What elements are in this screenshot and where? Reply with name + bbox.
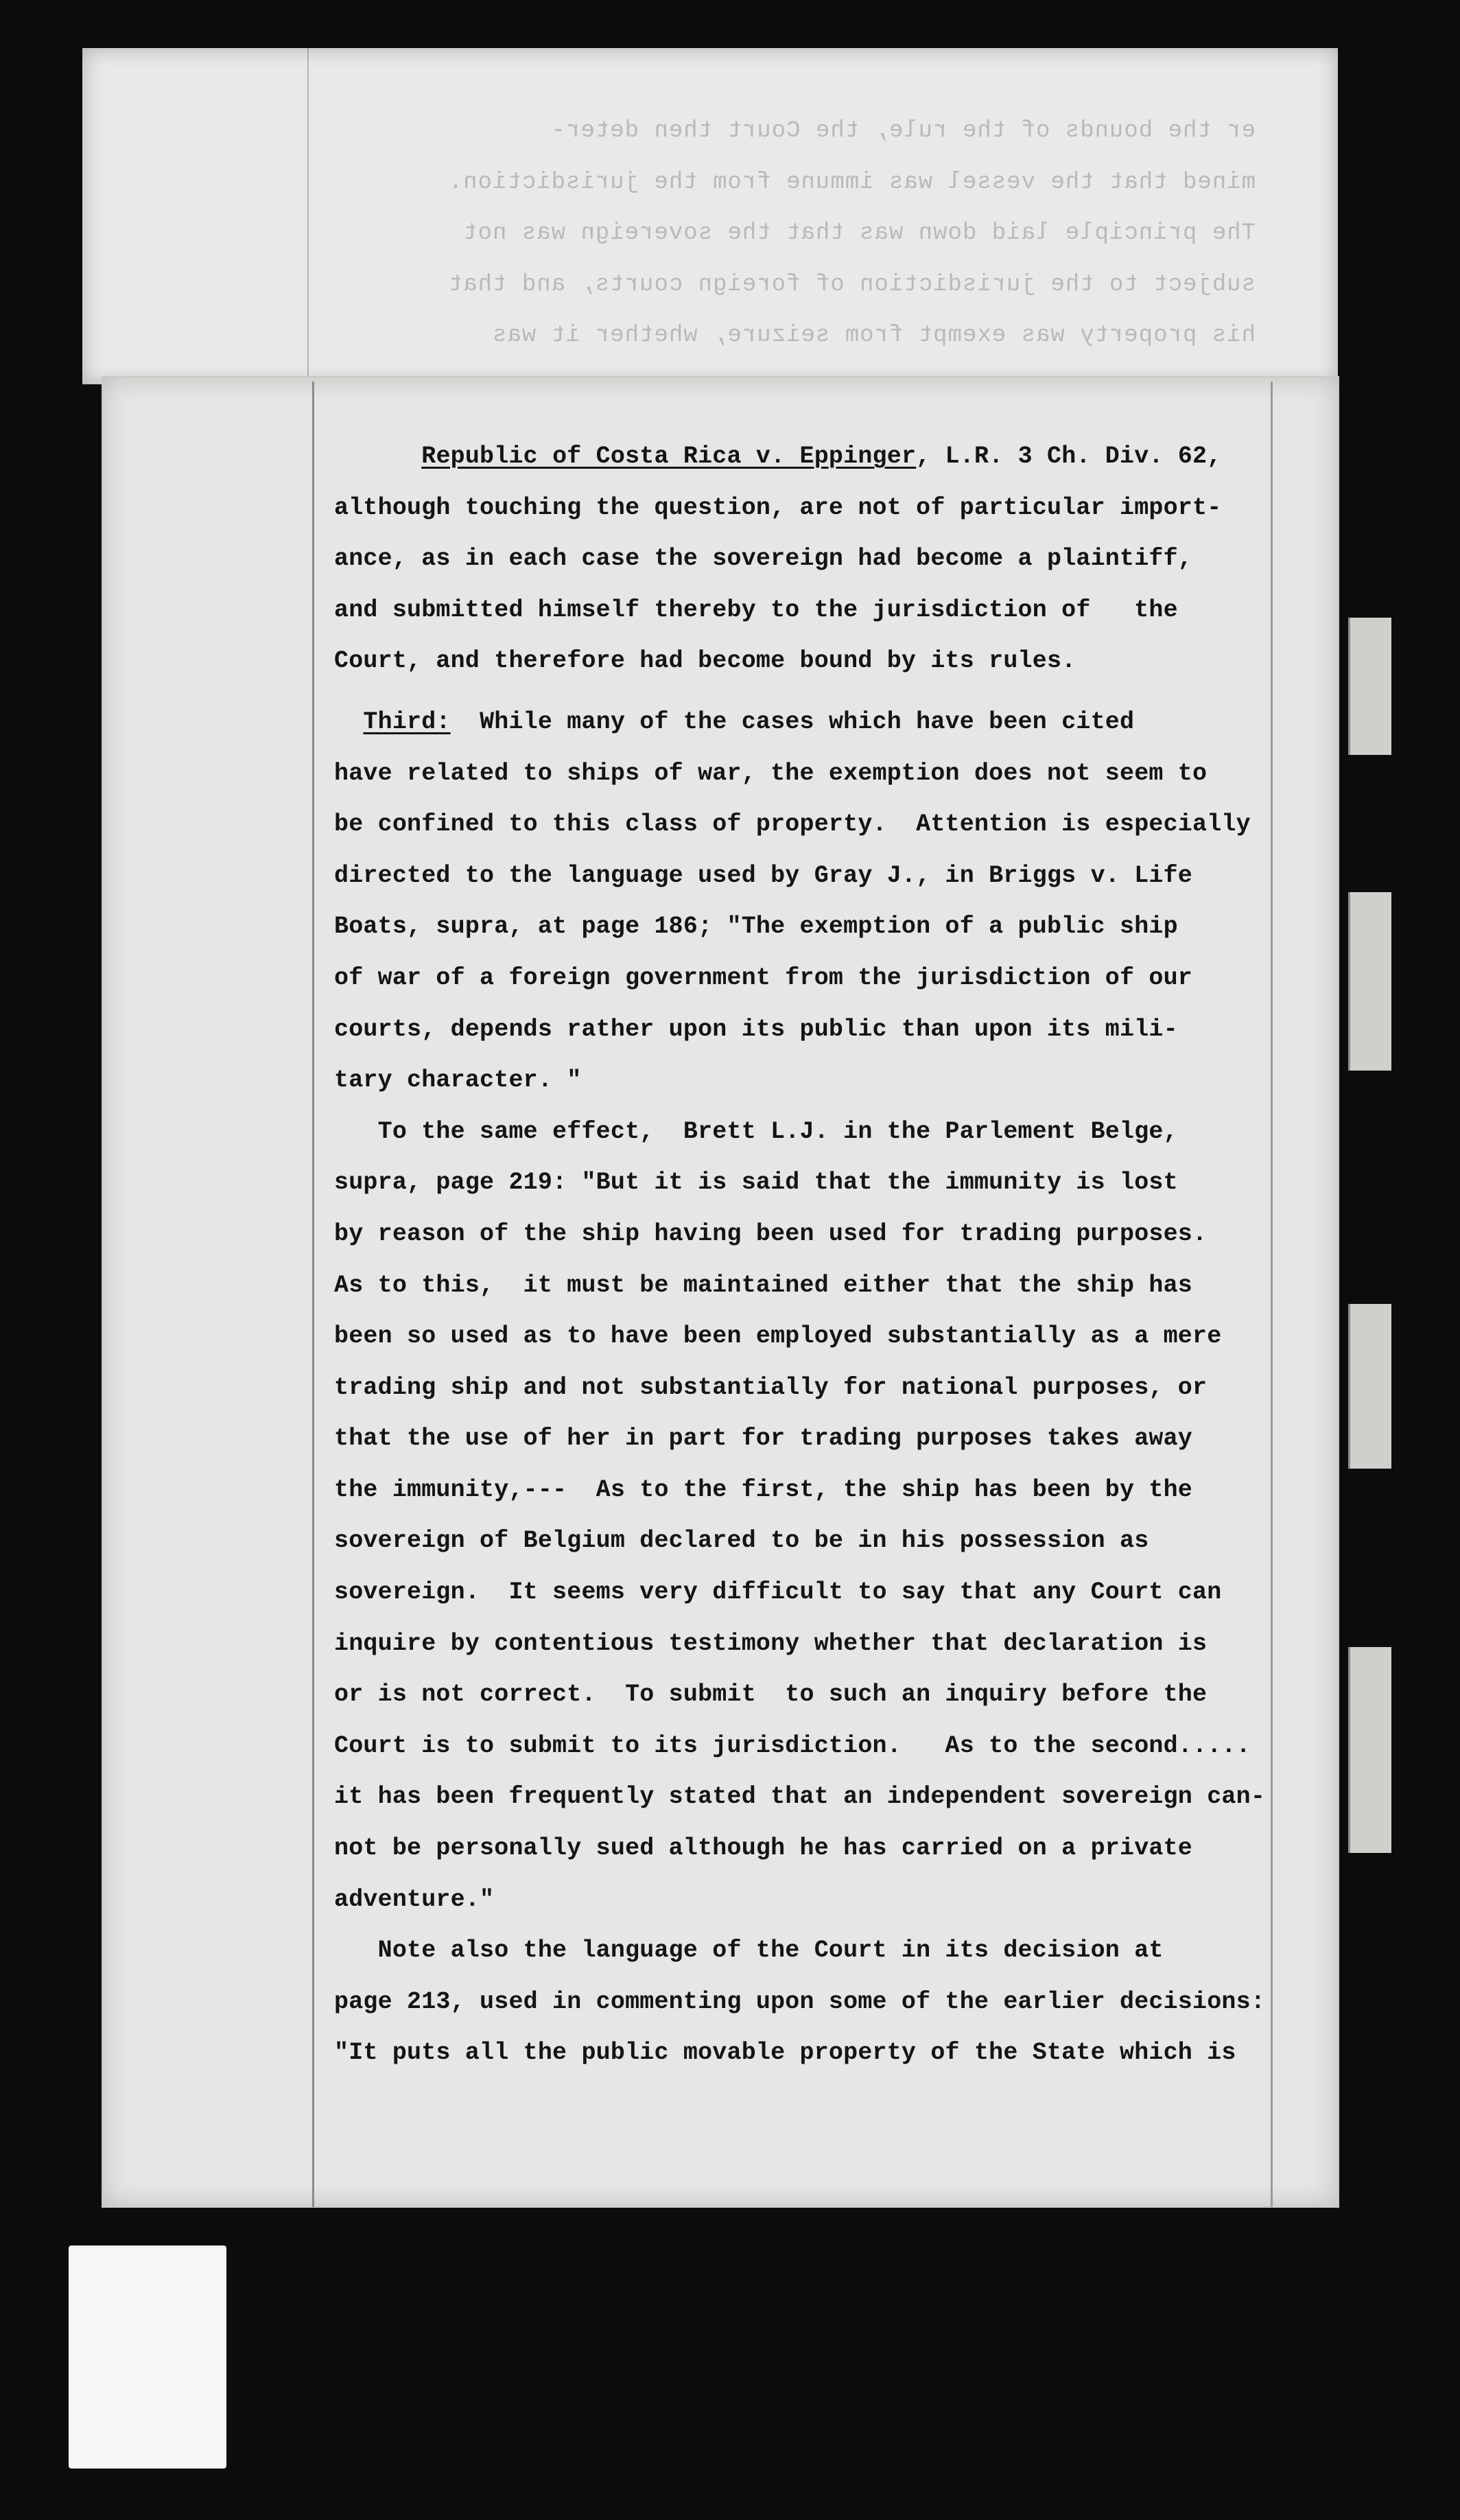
text-line: trading ship and not substantially for national purposes, or (334, 1373, 1208, 1401)
text-line: not be personally sued although he has carried on a private (334, 1834, 1193, 1863)
text-line: sovereign of Belgium declared to be in his possession as (334, 1527, 1149, 1555)
bleed-through-text (226, 55, 1256, 412)
text-line: have related to ships of war, the exemption does not seem to (334, 759, 1208, 787)
page-edge-tab (1348, 618, 1391, 755)
text-line: Republic of Costa Rica v. Eppinger, L.R. 3 Ch. Div. 62, (421, 443, 1222, 470)
text-line: courts, depends rather upon its public than upon its mili- (334, 1015, 1178, 1043)
text-line: page 213, used in commenting upon some of the earlier decisions: (334, 1987, 1266, 2016)
bleed-line: mined that the vessel was immune from the jurisdiction. (447, 169, 1256, 196)
text-line: ance, as in each case the sovereign had become a plaintiff, (334, 545, 1193, 573)
text-line: tary character. " (334, 1066, 582, 1095)
text-line: that the use of her in part for trading purposes takes away (334, 1425, 1193, 1453)
text-line: of war of a foreign government from the jurisdiction of our (334, 964, 1193, 992)
text-line: Boats, supra, at page 186; "The exemption of a public ship (334, 913, 1178, 941)
text-line: the immunity,--- As to the first, the ship has been by the (334, 1475, 1193, 1504)
text-line: by reason of the ship having been used for trading purposes. (334, 1220, 1208, 1248)
text-line: supra, page 219: "But it is said that the immunity is lost (334, 1169, 1178, 1197)
text-line: sovereign. It seems very difficult to say that any Court can (334, 1578, 1222, 1607)
text-line: Court is to submit to its jurisdiction. As to the second..... (334, 1731, 1251, 1760)
text-line: although touching the question, are not of particular import- (334, 493, 1222, 522)
text-line: inquire by contentious testimony whether that declaration is (334, 1629, 1208, 1657)
page-edge-tab (1348, 1647, 1391, 1853)
text-line: To the same effect, Brett L.J. in the Parlement Belge, (334, 1117, 1178, 1145)
text-line: "It puts all the public movable property of the State which is (334, 2039, 1236, 2067)
text-line: Court, and therefore had become bound by its rules. (334, 647, 1076, 675)
page-edge-tab (1348, 892, 1391, 1071)
text-line: As to this, it must be maintained either that the ship has (334, 1271, 1193, 1299)
bleed-line: er the bounds of the rule, the Court then deter- (550, 118, 1256, 144)
bleed-line: The principle laid down was that the sovereign was not (462, 220, 1256, 247)
text-line: been so used as to have been employed substantially as a mere (334, 1322, 1222, 1351)
blank-label-card (69, 2245, 226, 2469)
page-edge-tab (1348, 1304, 1391, 1469)
left-margin-rule (312, 382, 314, 2207)
text-line: it has been frequently stated that an independent sovereign can- (334, 1783, 1266, 1811)
text-line: and submitted himself thereby to the jurisdiction of the (334, 596, 1178, 624)
text-line: Third: While many of the cases which have been cited (363, 708, 1135, 736)
text-line: Note also the language of the Court in its decision at (334, 1937, 1164, 1965)
text-line: or is not correct. To submit to such an inquiry before the (334, 1681, 1208, 1709)
section-heading: Third: (363, 708, 451, 736)
case-citation: Republic of Costa Rica v. Eppinger (421, 443, 917, 470)
text-line: adventure." (334, 1885, 495, 1913)
bleed-line: subject to the jurisdiction of foreign courts, and that (447, 271, 1256, 298)
bleed-line: his property was exempt from seizure, whether it was (492, 323, 1256, 349)
text-line: be confined to this class of property. Attention is especially (334, 810, 1251, 839)
text-line: directed to the language used by Gray J., in Briggs v. Life (334, 861, 1193, 889)
typed-body-text (334, 431, 1308, 2079)
